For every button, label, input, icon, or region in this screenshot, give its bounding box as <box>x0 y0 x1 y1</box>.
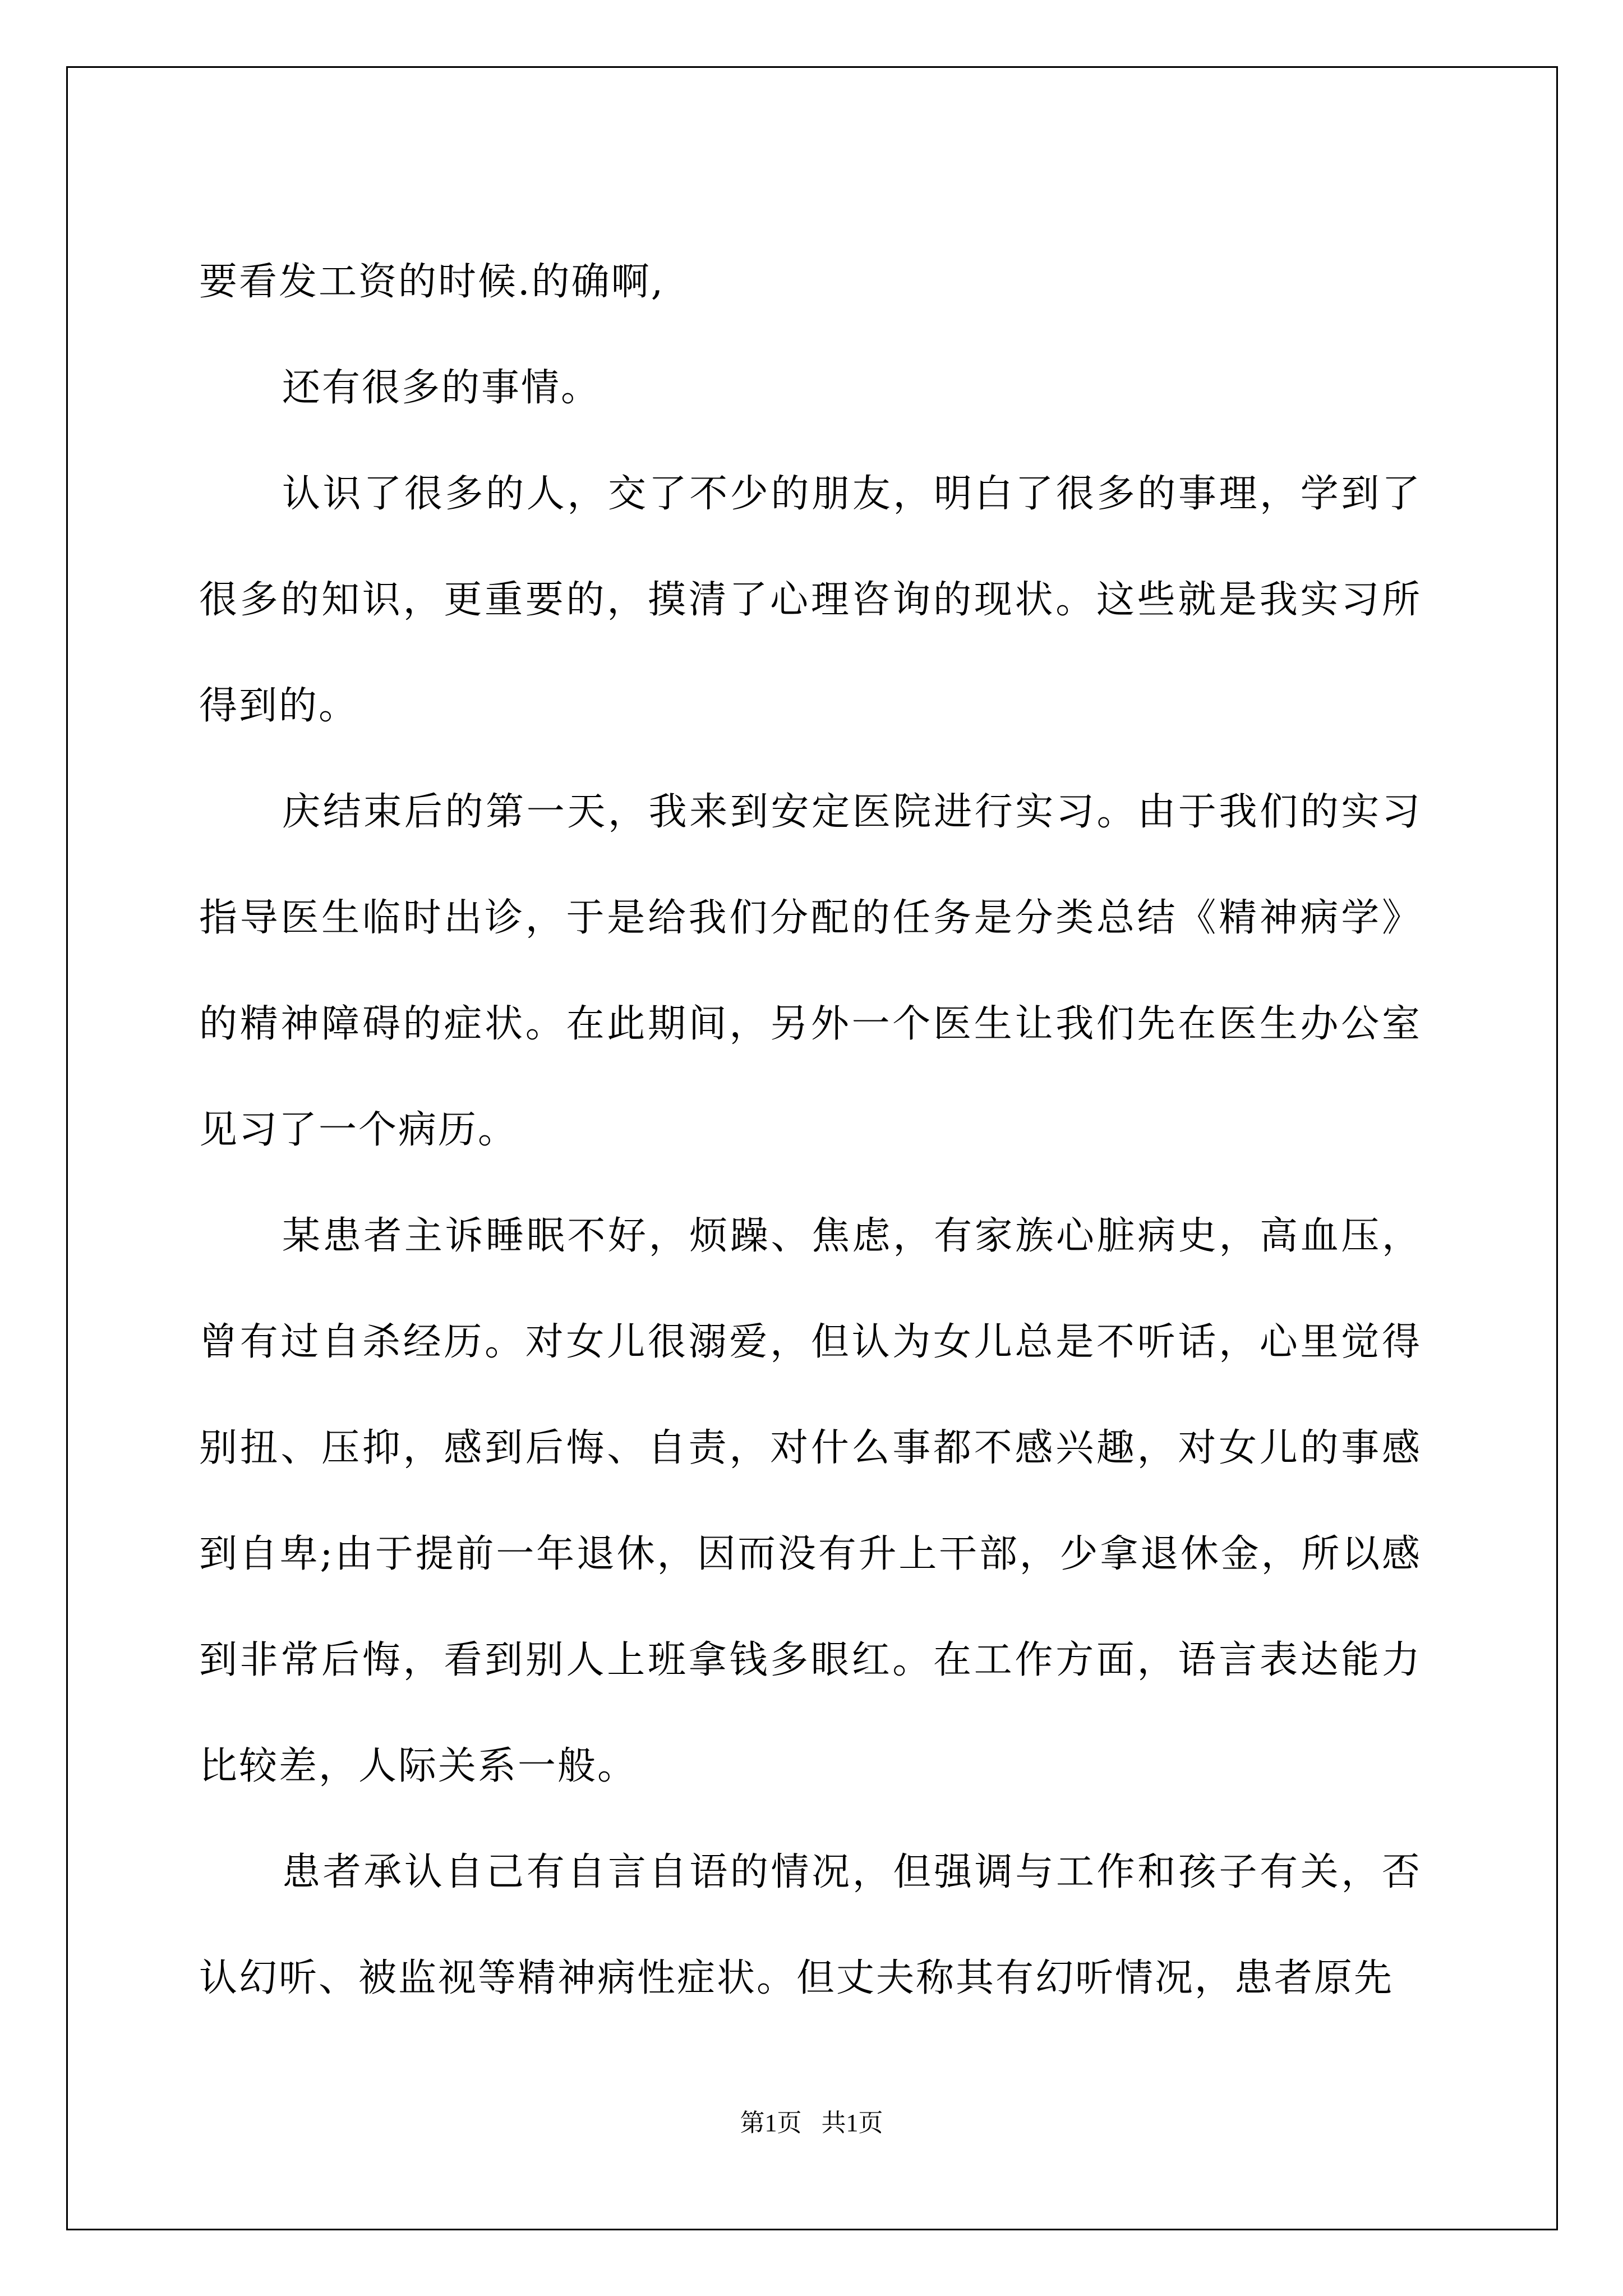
paragraph-1: 要看发工资的时候.的确啊, <box>199 260 665 304</box>
page-footer <box>0 2106 1623 2140</box>
page-number: 第1页 <box>740 2109 802 2137</box>
paragraph-4: 庆结束后的第一天，我来到安定医院进行实习。由于我们的实习指导医生临时出诊，于是给我们分配的任务是分类总结《精神病学》的精神障碍的症状。在此期间，另外一个医生让我们先在医生办公室见习了一个病历。 <box>199 790 1422 1152</box>
paragraph-3: 认识了很多的人，交了不少的朋友，明白了很多的事理，学到了很多的知识，更重要的，摸清了心理咨询的现状。这些就是我实习所得到的。 <box>199 472 1422 728</box>
page-total: 共1页 <box>821 2109 883 2137</box>
document-body <box>199 229 1422 2031</box>
paragraph-6: 患者承认自己有自言自语的情况，但强调与工作和孩子有关，否认幻听、被监视等精神病性症状。但丈夫称其有幻听情况，患者原先 <box>199 1850 1422 2000</box>
paragraph-5: 某患者主诉睡眠不好，烦躁、焦虑，有家族心脏病史，高血压，曾有过自杀经历。对女儿很溺爱，但认为女儿总是不听话，心里觉得别扭、压抑，感到后悔、自责，对什么事都不感兴趣，对女儿的事感到自卑;由于提前一年退休，因而没有升上干部，少拿退休金，所以感到非常后悔，看到别人上班拿钱多眼红。在工作方面，语言表达能力比较差，人际关系一般。 <box>199 1214 1422 1788</box>
paragraph-2: 还有很多的事情。 <box>282 366 601 410</box>
